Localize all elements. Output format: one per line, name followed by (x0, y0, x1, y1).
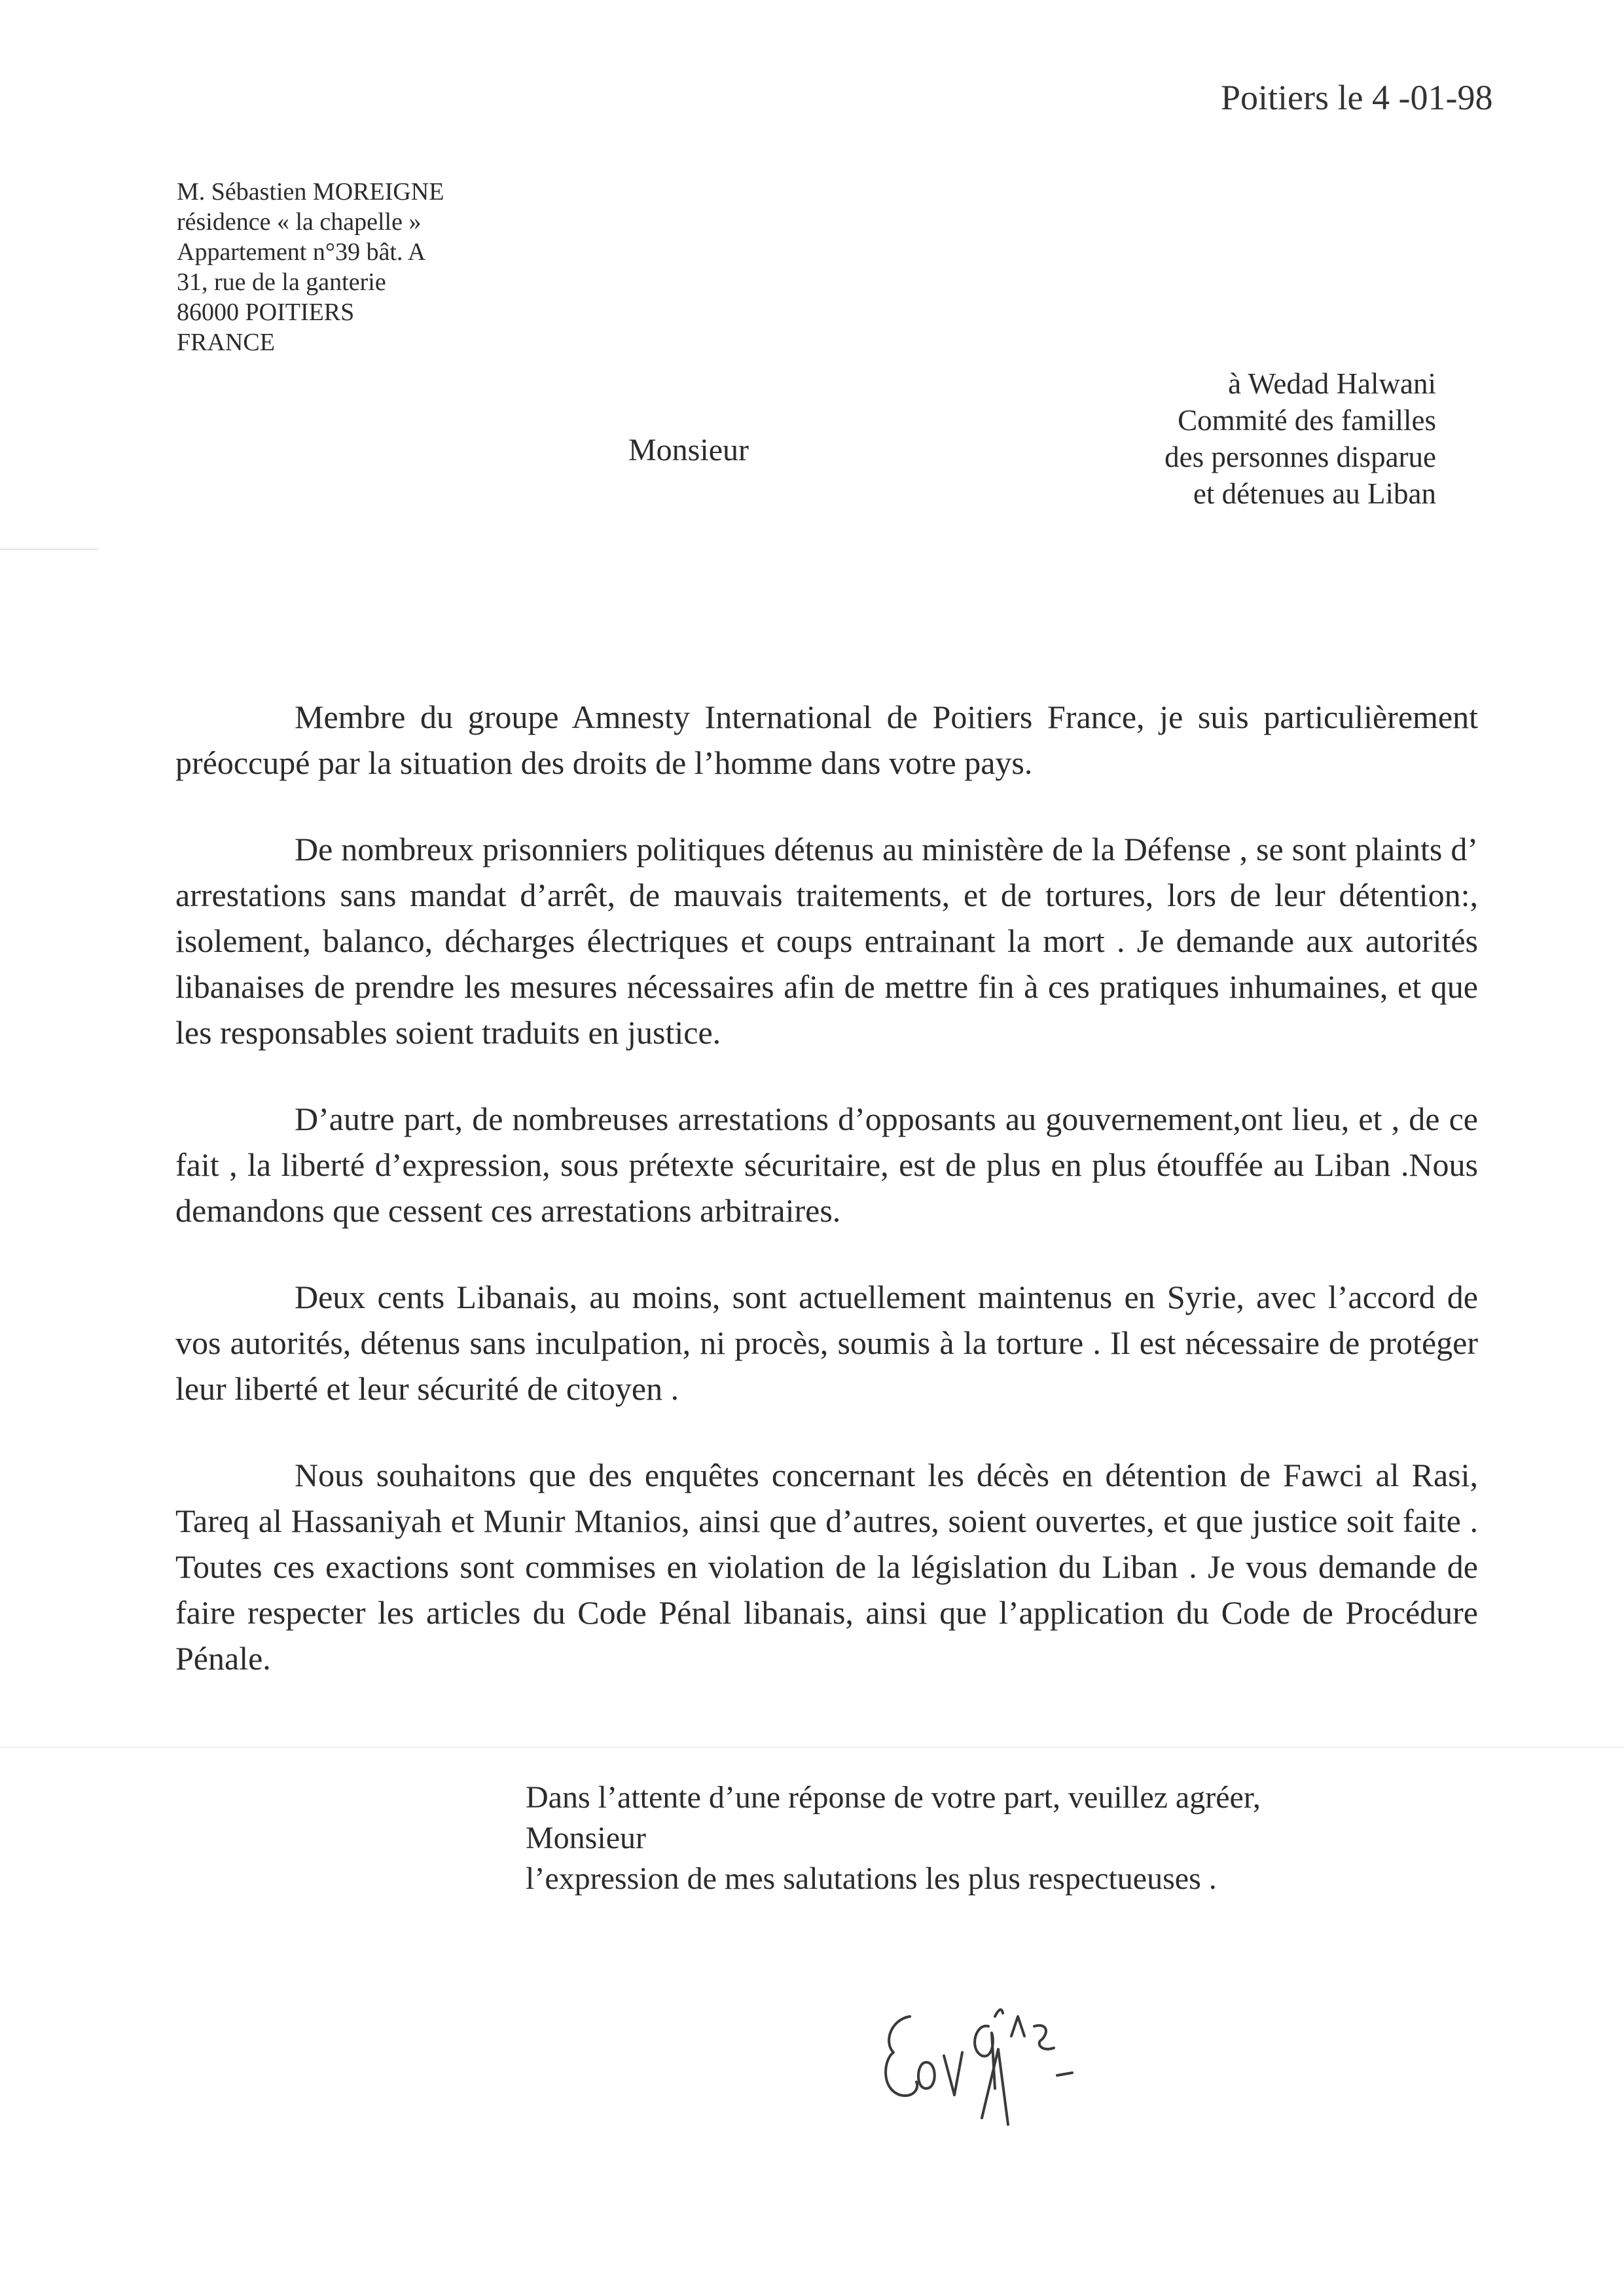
salutation: Monsieur (628, 433, 749, 467)
recipient-line: des personnes disparue (1164, 441, 1436, 473)
sender-line: résidence « la chapelle » (177, 208, 422, 236)
sender-line: Appartement n°39 bât. A (177, 238, 426, 266)
recipient-line: et détenues au Liban (1193, 477, 1436, 510)
body-paragraph: D’autre part, de nombreuses arrestations d’opposants au gouvernement,ont lieu, et , de ce fait , la liberté d’expression, sous prétexte sécuritaire, est de plus en plus étouffée au Liban .Nous demandons que cessent ces arrestations arbitraires. (175, 1101, 1478, 1229)
handwritten-signature (864, 1990, 1080, 2141)
letter-date: Poitiers le 4 -01-98 (1221, 78, 1493, 117)
scan-artifact-line (0, 1747, 1624, 1748)
closing-line: l’expression de mes salutations les plus respectueuses . (526, 1861, 1217, 1896)
sender-line: M. Sébastien MOREIGNE (177, 178, 444, 206)
scan-artifact-line (0, 549, 98, 550)
recipient-line: Commité des familles (1178, 404, 1436, 437)
body-paragraph: Deux cents Libanais, au moins, sont actuellement maintenus en Syrie, avec l’accord de vos autorités, détenus sans inculpation, ni procès, soumis à la torture . Il est nécessaire de protéger leur liberté et leur sécurité de citoyen . (175, 1279, 1478, 1407)
body-paragraph: Membre du groupe Amnesty International de Poitiers France, je suis particulièrement préoccupé par la situation des droits de l’homme dans votre pays. (175, 699, 1478, 781)
recipient-line: à Wedad Halwani (1228, 367, 1436, 400)
sender-line: 86000 POITIERS (177, 299, 355, 326)
sender-line: FRANCE (177, 329, 275, 356)
recipient-address (1164, 365, 1436, 512)
closing-line: Monsieur (526, 1821, 646, 1855)
sender-address (177, 177, 444, 357)
closing-formula (526, 1777, 1261, 1899)
sender-line: 31, rue de la ganterie (177, 268, 386, 296)
closing-line: Dans l’attente d’une réponse de votre part, veuillez agréer, (526, 1780, 1261, 1815)
letter-body (175, 694, 1478, 1722)
body-paragraph: Nous souhaitons que des enquêtes concernant les décès en détention de Fawci al Rasi, Tareq al Hassaniyah et Munir Mtanios, ainsi que d’autres, soient ouvertes, et que justice soit faite . Toutes ces exactions sont commises en violation de la législation du Liban . Je vous demande de faire respecter les articles du Code Pénal libanais, ainsi que l’application du Code de Procédure Pénale. (175, 1457, 1478, 1677)
body-paragraph: De nombreux prisonniers politiques détenus au ministère de la Défense , se sont plaints d’ arrestations sans mandat d’arrêt, de mauvais traitements, et de tortures, lors de leur détention:, isolement, balanco, décharges électriques et coups entrainant la mort . Je demande aux autorités libanaises de prendre les mesures nécessaires afin de mettre fin à ces pratiques inhumaines, et que les responsables soient traduits en justice. (175, 831, 1478, 1051)
